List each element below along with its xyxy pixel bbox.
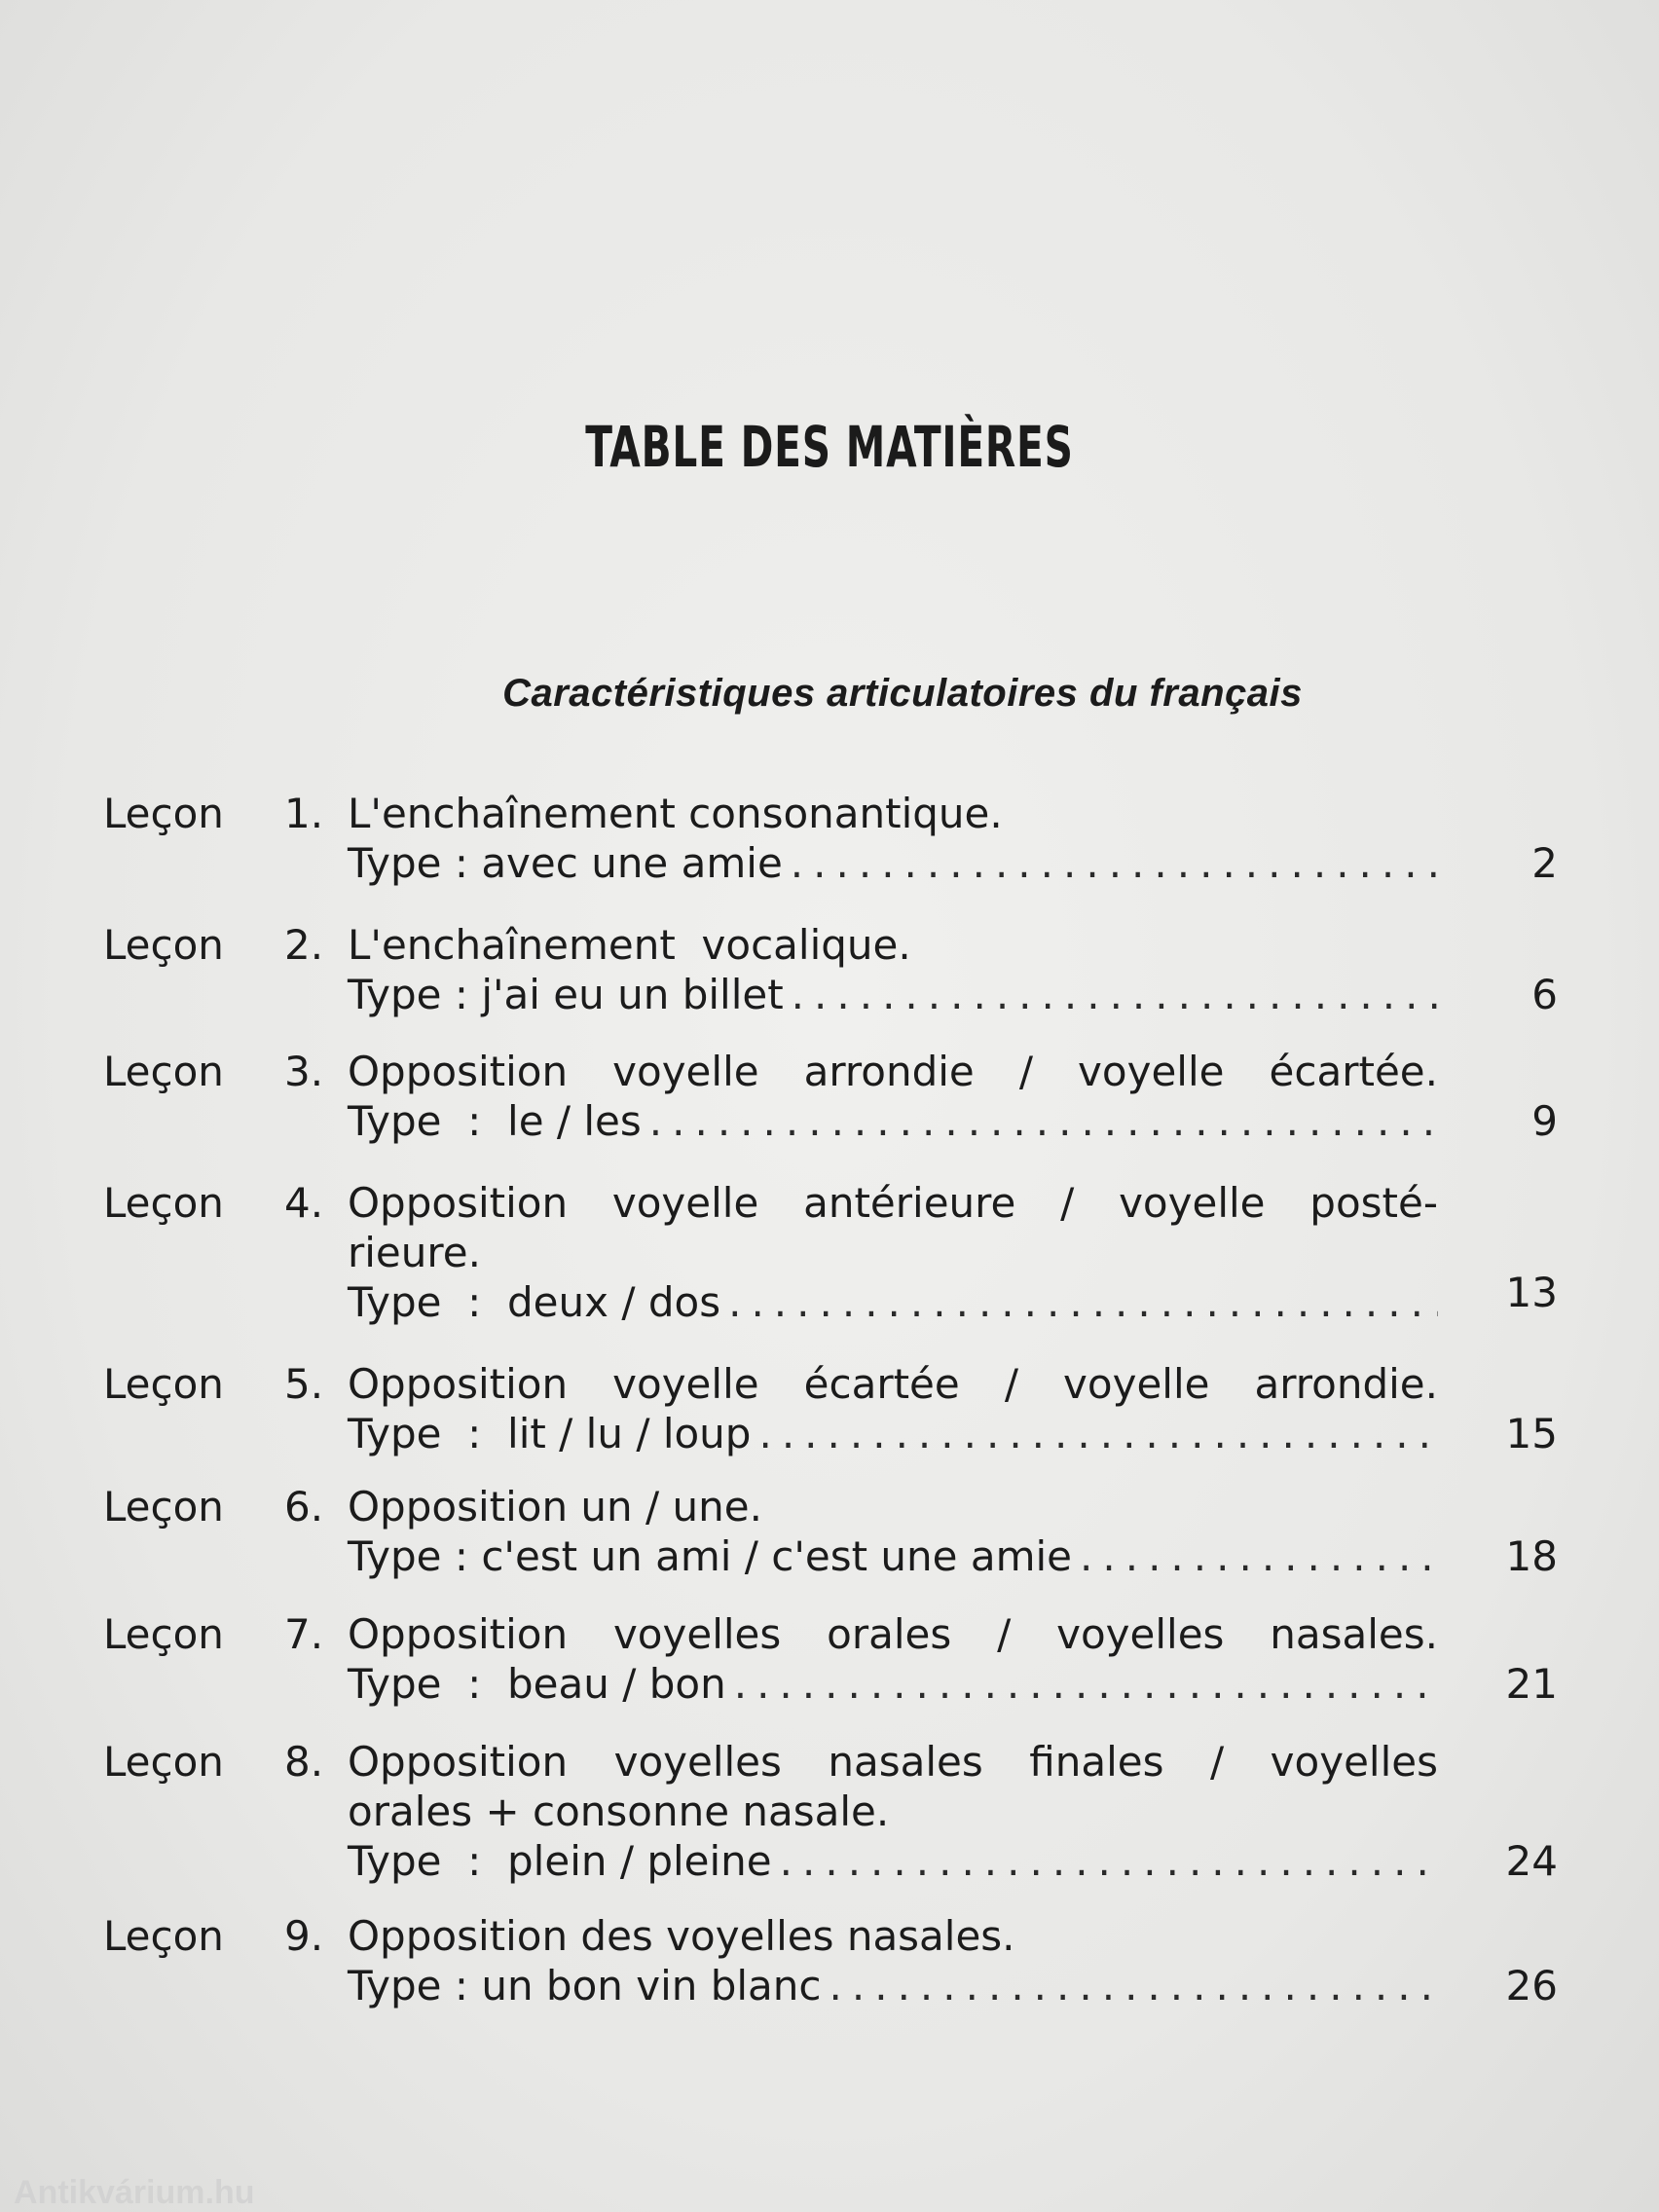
entry-type: Type : beau / bon: [348, 1660, 726, 1708]
dot-leader: [734, 1659, 1438, 1709]
dot-leader: [830, 1961, 1438, 2010]
entry-label: Leçon: [103, 1610, 224, 1658]
entry-type: Type : avec une amie: [348, 839, 783, 887]
entry-body: [348, 1482, 1438, 1581]
entry-label: Leçon: [103, 921, 224, 969]
entry-title-line: orales + consonne nasale.: [348, 1788, 890, 1835]
entry-type-line: [348, 1096, 1438, 1146]
entry-title-line: Opposition un / une.: [348, 1483, 762, 1530]
entry-number: 5.: [284, 1360, 324, 1408]
entry-body: [348, 1737, 1438, 1886]
entry-number: 7.: [284, 1610, 324, 1658]
dot-leader: [792, 970, 1438, 1019]
entry-label: Leçon: [103, 1179, 224, 1227]
entry-body: [348, 789, 1438, 888]
entry-title-line: Opposition voyelle arrondie / voyelle écartée.: [348, 1048, 1438, 1095]
entry-body: [348, 1609, 1438, 1709]
dot-leader: [649, 1096, 1438, 1146]
entry-number: 9.: [284, 1912, 324, 1960]
watermark: Antikvárium.hu: [14, 2174, 255, 2211]
entry-page-number: 18: [1505, 1532, 1558, 1580]
entry-type-line: [348, 1836, 1438, 1886]
entry-type-line: [348, 838, 1438, 888]
entry-page-number: 13: [1505, 1269, 1558, 1316]
dot-leader: [758, 1409, 1438, 1458]
entry-number: 3.: [284, 1048, 324, 1095]
entry-body: [348, 1047, 1438, 1146]
entry-type: Type : c'est un ami / c'est une amie: [348, 1532, 1073, 1580]
entry-page-number: 26: [1505, 1962, 1558, 2009]
entry-page-number: 21: [1505, 1660, 1558, 1708]
dot-leader: [780, 1836, 1438, 1886]
entry-page-number: 15: [1505, 1410, 1558, 1457]
entry-title-line: Opposition voyelles nasales finales / voyelles: [348, 1738, 1438, 1786]
entry-number: 4.: [284, 1179, 324, 1227]
entry-body: [348, 1359, 1438, 1458]
entry-type: Type : j'ai eu un billet: [348, 971, 784, 1018]
entry-page-number: 9: [1531, 1097, 1558, 1145]
entry-title-line: Opposition voyelles orales / voyelles nasales.: [348, 1610, 1438, 1658]
entry-page-number: 24: [1505, 1837, 1558, 1885]
entry-type-line: [348, 1409, 1438, 1458]
entry-label: Leçon: [103, 1360, 224, 1408]
entry-title-line: Opposition voyelle écartée / voyelle arrondie.: [348, 1360, 1438, 1408]
entry-type-line: [348, 970, 1438, 1019]
entry-type: Type : le / les: [348, 1097, 642, 1145]
entry-label: Leçon: [103, 1048, 224, 1095]
entry-title-line: rieure.: [348, 1229, 481, 1276]
entry-title-line: L'enchaînement vocalique.: [348, 921, 911, 969]
entry-type: Type : lit / lu / loup: [348, 1410, 752, 1457]
entry-number: 2.: [284, 921, 324, 969]
entry-body: [348, 1911, 1438, 2010]
entry-number: 1.: [284, 790, 324, 837]
dot-leader: [1080, 1531, 1438, 1581]
section-heading: Caractéristiques articulatoires du français: [502, 672, 1303, 715]
dot-leader: [728, 1277, 1438, 1327]
entry-label: Leçon: [103, 790, 224, 837]
entry-title-line: L'enchaînement consonantique.: [348, 790, 1003, 837]
page-title: TABLE DES MATIÈRES: [585, 414, 1074, 480]
entry-number: 6.: [284, 1483, 324, 1530]
entry-type-line: [348, 1961, 1438, 2010]
entry-type-line: [348, 1531, 1438, 1581]
entry-type: Type : plein / pleine: [348, 1837, 772, 1885]
dot-leader: [791, 838, 1438, 888]
entry-type: Type : deux / dos: [348, 1278, 721, 1326]
entry-label: Leçon: [103, 1483, 224, 1530]
entry-page-number: 6: [1531, 971, 1558, 1018]
entry-page-number: 2: [1531, 839, 1558, 887]
entry-number: 8.: [284, 1738, 324, 1786]
entry-body: [348, 1178, 1438, 1327]
entry-body: [348, 920, 1438, 1019]
entry-label: Leçon: [103, 1912, 224, 1960]
entry-type-line: [348, 1659, 1438, 1709]
entry-title-line: Opposition voyelle antérieure / voyelle posté-: [348, 1179, 1438, 1227]
entry-type-line: [348, 1277, 1438, 1327]
entry-type: Type : un bon vin blanc: [348, 1962, 822, 2009]
entry-label: Leçon: [103, 1738, 224, 1786]
entry-title-line: Opposition des voyelles nasales.: [348, 1912, 1015, 1960]
